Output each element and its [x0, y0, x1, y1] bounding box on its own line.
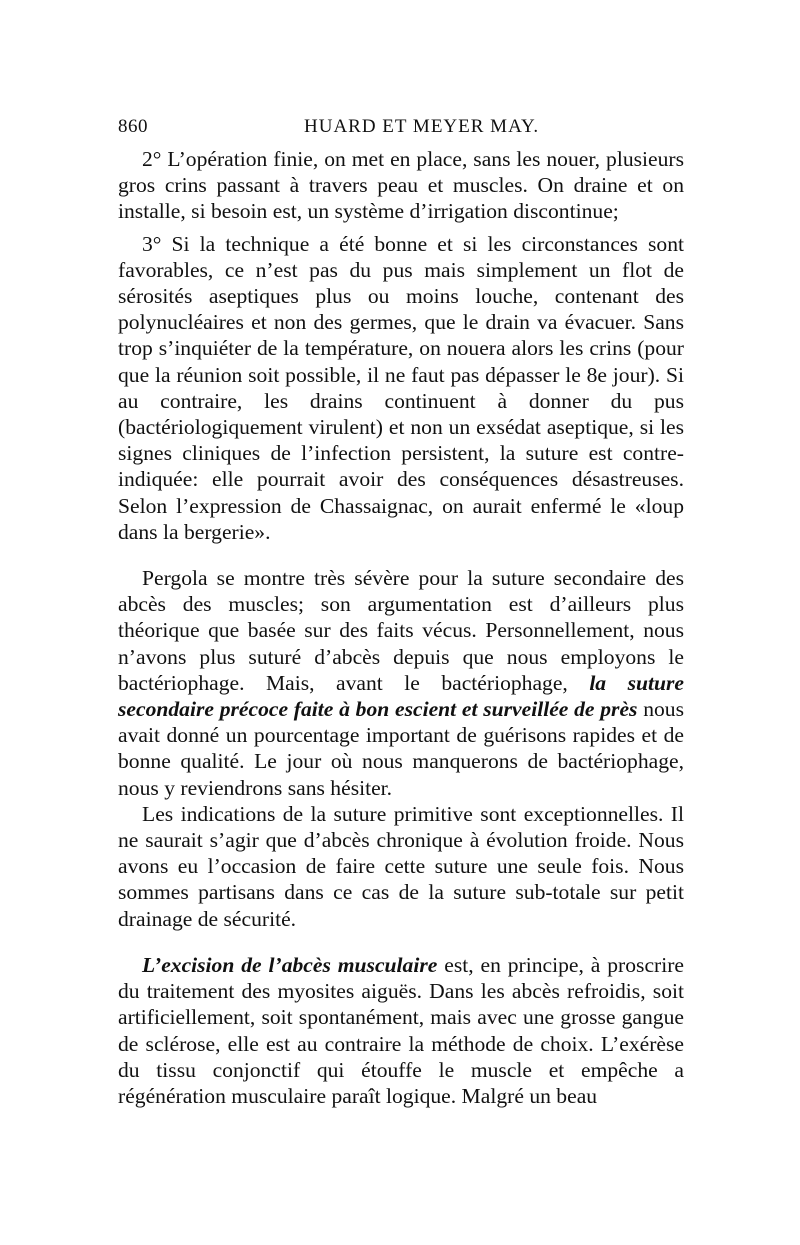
paragraph-5 — [118, 952, 684, 1109]
paragraph-3 — [118, 565, 684, 801]
paragraph-2: 3° Si la technique a été bonne et si les circonstances sont favorables, ce n’est pas du pus mais simplement un flot de sérosités aseptiques plus ou moins louche, contenant des polynucléaires et non des germes, que le drain va évacuer. Sans trop s’inquiéter de la température, on nouera alors les crins (pour que la réunion soit possible, il ne faut pas dépasser le 8e jour). Si au contraire, les drains continuent à donner du pus (bactériologiquement virulent) et non un exsédat aseptique, si les signes cliniques de l’infection persistent, la suture est contre-indiquée: elle pourrait avoir des conséquences désastreuses. Selon l’expression de Chassaignac, on aurait enfermé le «loup dans la bergerie». — [118, 231, 684, 544]
book-page — [118, 116, 684, 1109]
paragraph-3-text-start: Pergola se montre très sévère pour la suture secondaire des abcès des muscles; son argumentation est d’ailleurs plus théorique que basée sur des faits vécus. Personnellement, nous n’avons plus suturé d’abcès depuis que nous employons le bactériophage. Mais, avant le bactériophage, — [118, 566, 684, 695]
paragraph-1: 2° L’opération finie, on met en place, sans les nouer, plusieurs gros crins passant à travers peau et muscles. On draine et on installe, si besoin est, un système d’irrigation discontinue; — [118, 147, 684, 224]
paragraph-3-text-end: nous avait donné un pourcentage important de guérisons rapides et de bonne qualité. Le jour où nous manquerons de bactériophage, nous y reviendrons sans hésiter. — [118, 697, 684, 800]
header-title: HUARD ET MEYER MAY. — [304, 116, 540, 137]
running-head — [118, 116, 684, 146]
paragraph-5-emphasis: L’excision de l’abcès musculaire — [142, 952, 438, 977]
paragraph-4: Les indications de la suture primitive sont exceptionnelles. Il ne saurait s’agir que d’abcès chronique à évolution froide. Nous avons eu l’occasion de faire cette suture une seule fois. Nous sommes partisans dans ce cas de la suture sub-totale sur petit drainage de sécurité. — [118, 801, 684, 931]
spacer — [118, 545, 684, 565]
paragraph-3-emphasis: la suture secondaire précoce faite à bon escient et surveillée de près — [118, 670, 684, 722]
page-number: 860 — [118, 116, 148, 137]
paragraph-5-text: est, en principe, à proscrire du traitement des myosites aiguës. Dans les abcès refroidis, soit artificiellement, soit spontanément, mais avec une grosse gangue de sclérose, elle est au contraire la méthode de choix. L’exérèse du tissu conjonctif qui étouffe le muscle et empêche a régénération musculaire paraît logique. Malgré un beau — [118, 952, 684, 1108]
spacer — [118, 932, 684, 952]
